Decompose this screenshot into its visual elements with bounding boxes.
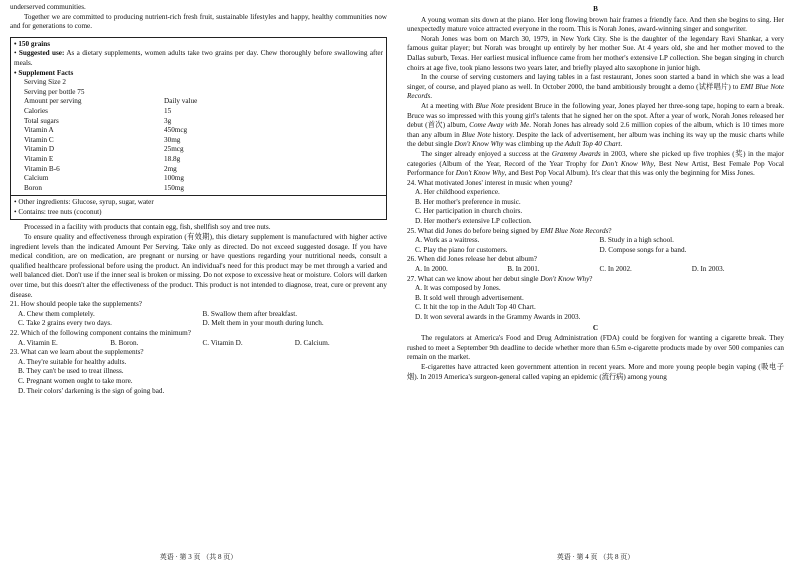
q22-option-b: B. Boron. — [110, 338, 139, 347]
facts-row: Vitamin C 30mg — [24, 135, 181, 144]
q22-option-d: D. Calcium. — [294, 338, 330, 347]
q21-options — [10, 310, 387, 329]
box-suggested: • Suggested use: As a dietary supplements, women adults take two grains per day. Chew thoroughly before swallowing after meals. — [14, 49, 383, 67]
c-para-2: E-cigarettes have attracted keen government attention in recent years. More and more young people begin vaping (吸电子烟). In 2019 America's surgeon-general called vaping an epidemic (流行病) among young — [407, 362, 784, 381]
q24-stem: 24. What motivated Jones' interest in music when young? — [407, 178, 573, 187]
q22-stem: 22. Which of the following component contains the minimum? — [10, 329, 191, 337]
q21-option-c: C. Take 2 grains every two days. — [18, 319, 112, 328]
q27-option-c: C. It hit the top in the Adult Top 40 Chart. — [415, 303, 536, 312]
q26-stem: 26. When did Jones release her debut album? — [407, 255, 537, 264]
box-serving-bottle: Serving per bottle 75 — [24, 87, 85, 96]
facts-row: Calcium 100mg — [24, 174, 184, 183]
q23-option-a: A. They're suitable for healthy adults. — [18, 357, 127, 366]
para-quality: To ensure quality and effectiveness through expiration (有效期), this dietary supplement is manufactured with higher active ingredient levels than the indicated Amount Per Serving. Take only as directed. Do not exceed suggested dosage. If you have medical condition, are on medication, are pregnant or nursing or have questions regarding your nutritional needs, consult a qualified healthcare professional before using the product. An individual's need for this product may be met through a varied and well balanced diet. Don't use if the inner seal is broken or missing. Do not expose to excessive heat or moisture. Colors will darken over time, but this doesn't alter the effectiveness of the product. This product is not intended to diagnose, treat, cure or prevent any disease. — [10, 233, 387, 299]
q21-option-d: D. Melt them in your mouth during lunch. — [202, 319, 324, 328]
q24-option-d: D. Her mother's extensive LP collection. — [415, 217, 532, 226]
q22-options — [10, 339, 387, 349]
q26-option-a: A. In 2000. — [415, 265, 448, 274]
q23-option-c: C. Pregnant women ought to take more. — [18, 376, 133, 385]
box-grains: • 150 grains — [14, 39, 51, 48]
q23-option-b: B. They can't be used to treat illness. — [18, 367, 124, 376]
facts-row: Calories 15 — [24, 106, 172, 115]
intro-line-1: underserved communities. — [10, 3, 86, 11]
box-divider — [11, 195, 386, 196]
facts-row: Boron 150mg — [24, 183, 184, 192]
box-other-ingredients: • Other ingredients: Glucose, syrup, sugar, water — [14, 198, 154, 207]
q27-stem: 27. What can we know about her debut single Don't Know Why? — [407, 274, 593, 283]
q26-option-d: D. In 2003. — [691, 265, 725, 274]
c-para-1: The regulators at America's Food and Drug Administration (FDA) could be forgiven for wanting a cigarette break. They rushed to meet a September 9th deadline to decide whether more than 6.5m e-cigarette products made by over 500 companies can remain on the market. — [407, 334, 784, 362]
box-serving-size: Serving Size 2 — [24, 78, 66, 87]
supplement-box — [10, 37, 387, 221]
q23-stem: 23. What can we learn about the supplements? — [10, 348, 144, 357]
q21-option-a: A. Chew them completely. — [18, 309, 95, 318]
facts-row: Vitamin A 450mcg — [24, 126, 188, 135]
q21-stem: 21. How should people take the supplements? — [10, 300, 142, 309]
para-processed: Processed in a facility with products that contain egg, fish, shellfish soy and tree nuts. — [24, 223, 271, 232]
facts-row: Vitamin B-6 2mg — [24, 164, 177, 173]
q27-option-d: D. It won several awards in the Grammy Awards in 2003. — [415, 313, 581, 321]
q24-option-c: C. Her participation in church choirs. — [415, 207, 523, 216]
q25-option-d: D. Compose songs for a band. — [599, 245, 687, 254]
box-contains: • Contains: tree nuts (coconut) — [14, 207, 102, 216]
q25-option-a: A. Work as a waitress. — [415, 236, 480, 245]
b-para-5: The singer already enjoyed a success at the Grammy Awards in 2003, where she picked up five trophies (奖) in the major categories (Album of the Year, Record of the Year Trophy for Don't Know Why, Best New Artist, Best Female Pop Vocal Performance for Don't Know Why, and Best Pop Vocal Album). It's clear that this was only the beginning for Miss Jones. — [407, 149, 784, 178]
facts-row: Vitamin D 25mcg — [24, 145, 184, 154]
b-para-1: A young woman sits down at the piano. Her long flowing brown hair frames a friendly face. And then she begins to sing. Her unexpectedly mature voice attracted everyone in the room. This is Norah Jones, award-winning singer and songwriter. — [407, 15, 784, 34]
q22-option-c: C. Vitamin D. — [202, 338, 243, 347]
q22-option-a: A. Vitamin E. — [18, 338, 58, 347]
box-facts-title: • Supplement Facts — [14, 68, 74, 77]
q24-option-b: B. Her mother's preference in music. — [415, 197, 521, 206]
q27-option-a: A. It was composed by Jones. — [415, 284, 501, 293]
q23-option-d: D. Their colors' darkening is the sign of going bad. — [18, 386, 165, 395]
section-c-title: C — [592, 323, 599, 332]
facts-table — [14, 97, 383, 193]
intro-line-2: Together we are committed to producing nutrient-rich fresh fruit, sustainable lifestyles and happy, healthy communities now and for generations to come. — [10, 12, 387, 31]
b-para-2: Norah Jones was born on March 30, 1979, in New York City. She is the daughter of the legendary Ravi Shankar, a very famous guitar player; but Norah was brought up entirely by her mother Sue. At 4 years old, she and her mother moved to the Dallas suburb, Texas. Her earliest musical influence came from her mother's extensive LP collection. She began singing in church choirs at age five, took piano lessons two years later, and briefly played alto saxophone in junior high. — [407, 34, 784, 72]
b-para-4: At a meeting with Blue Note president Bruce in the following year, Jones played her three-song tape, hoping to earn a break. Bruce was so impressed with this young girl's talents that he signed her on the spot. After a year of work, Norah Jones released her debut (首次) album, Come Away with Me. Norah Jones has already sold 2.6 million copies of the album, which is 10 times more than any album in Blue Note history. Despite the lack of advertisement, her album was inching its way up the music charts while the debut single Don't Know Why was climbing up the Adult Top 40 Chart. — [407, 101, 785, 149]
page-footer-right: 英语 · 第 4 页 （共 8 页） — [556, 553, 635, 562]
q27-option-b: B. It sold well through advertisement. — [415, 293, 524, 302]
page-footer-left: 英语 · 第 3 页 （共 8 页） — [159, 553, 238, 562]
q25-option-c: C. Play the piano for customers. — [415, 245, 508, 254]
q21-option-b: B. Swallow them after breakfast. — [202, 309, 298, 318]
section-b-title: B — [593, 5, 598, 13]
q24-option-a: A. Her childhood experience. — [415, 188, 500, 197]
q25-options — [407, 236, 784, 255]
q25-option-b: B. Study in a high school. — [599, 236, 674, 245]
q26-option-c: C. In 2002. — [599, 265, 632, 274]
facts-row: Total sugars 3g — [24, 116, 172, 125]
b-para-3: In the course of serving customers and laying tables in a fast restaurant, Jones soon started a band in which she was a lead singer, of course, and played piano as well. In October 2000, the band ambitiously brought a demo (试样唱片) to EMI Blue Note Records. — [407, 73, 784, 101]
q26-option-b: B. In 2001. — [507, 265, 540, 274]
facts-row: Amount per serving Daily value — [24, 97, 198, 106]
facts-row: Vitamin E 18.8g — [24, 154, 181, 163]
q25-stem: 25. What did Jones do before being signed by EMI Blue Note Records? — [407, 226, 612, 235]
q26-options — [407, 265, 784, 275]
right-page — [397, 0, 794, 567]
